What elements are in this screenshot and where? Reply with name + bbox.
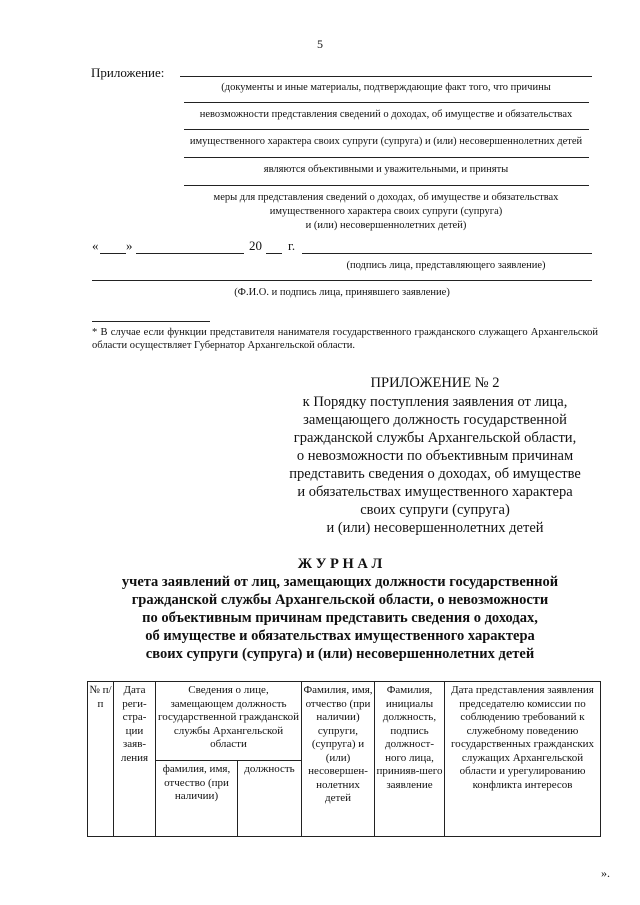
header-person-position: должность: [238, 761, 302, 837]
date-quote-close: »: [126, 238, 133, 253]
appendix2-line: своих супруги (супруга): [360, 502, 510, 518]
header-receiver: Фамилия, инициалы должность, подпись должност-ного лица, принияв-шего заявление: [375, 682, 445, 837]
underline: [184, 185, 589, 186]
journal-subtitle-line: об имуществе и обязательствах имущественного характера: [145, 628, 535, 644]
footnote: * В случае если функции представителя нанимателя государственного гражданского служащего Архангельской области осуществляет Губернатор Архангельской области.: [92, 327, 598, 351]
header-registration-date: Дата реги-стра-ции заяв-ления: [114, 682, 156, 837]
date-year-line: [266, 253, 282, 254]
hint-line: невозможности представления сведений о доходах, об имуществе и обязательствах: [199, 109, 573, 120]
underline: [184, 129, 589, 130]
date-year-suffix: г.: [288, 238, 296, 253]
date-quote-open: «: [92, 238, 99, 253]
hint-line: и (или) несовершеннолетних детей): [305, 220, 467, 231]
applicant-signature-line: [302, 253, 592, 254]
header-commission-date: Дата представления заявления председателю комиссии по соблюдению требований к служебному поведению государственных гражданских служащих Архангельской области и урегулированию конфликта интересов: [445, 682, 601, 837]
appendix2-line: и обязательствах имущественного характера: [297, 484, 573, 500]
journal-subtitle-line: по объективным причинам представить сведения о доходах,: [142, 610, 538, 626]
hint-line: имущественного характера своих супруги (супруга): [269, 206, 503, 217]
appendix2-line: гражданской службы Архангельской области,: [293, 430, 577, 446]
underline: [184, 157, 589, 158]
underline: [184, 102, 589, 103]
closing-mark: ».: [601, 866, 610, 880]
journal-title: Ж У Р Н А Л: [297, 556, 383, 572]
appendix2-line: замещающего должность государственной: [303, 412, 567, 428]
appendix-line: [180, 76, 592, 77]
receiver-signature-caption: (Ф.И.О. и подпись лица, принявшего заявление): [234, 287, 450, 298]
appendix2-line: представить сведения о доходах, об имуществе: [289, 466, 581, 482]
hint-line: (документы и иные материалы, подтверждающие факт того, что причины: [221, 82, 551, 93]
journal-subtitle-line: своих супруги (супруга) и (или) несовершеннолетних детей: [145, 646, 535, 662]
hint-line: меры для представления сведений о доходах, об имуществе и обязательствах: [213, 192, 559, 203]
receiver-signature-line: [92, 280, 592, 281]
appendix-label: Приложение:: [91, 65, 165, 80]
header-family-names: Фамилия, имя, отчество (при наличии) супруги, (супруга) и (или) несовершен-нолетних детей: [302, 682, 375, 837]
date-month-line: [136, 253, 244, 254]
hint-line: имущественного характера своих супруги (супруга) и (или) несовершеннолетних детей: [189, 136, 583, 147]
appendix2-line: о невозможности по объективным причинам: [296, 448, 574, 464]
page-number: 5: [317, 37, 323, 51]
footnote-separator: [92, 321, 210, 322]
appendix2-title: ПРИЛОЖЕНИЕ № 2: [370, 375, 500, 391]
journal-table: [87, 681, 601, 837]
appendix2-line: и (или) несовершеннолетних детей: [326, 520, 544, 536]
header-person-info: Сведения о лице, замещающем должность государственной гражданской службы Архангельской области: [156, 682, 302, 761]
header-person-name: фамилия, имя, отчество (при наличии): [156, 761, 238, 837]
appendix2-line: к Порядку поступления заявления от лица,: [302, 394, 568, 410]
date-day-line: [100, 253, 126, 254]
header-num: № п/п: [88, 682, 114, 837]
applicant-signature-caption: (подпись лица, представляющего заявление): [346, 260, 546, 271]
date-year-prefix: 20: [249, 238, 262, 253]
hint-line: являются объективными и уважительными, и приняты: [263, 164, 509, 175]
journal-subtitle-line: гражданской службы Архангельской области, о невозможности: [131, 592, 549, 608]
journal-subtitle-line: учета заявлений от лиц, замещающих должности государственной: [121, 574, 559, 590]
